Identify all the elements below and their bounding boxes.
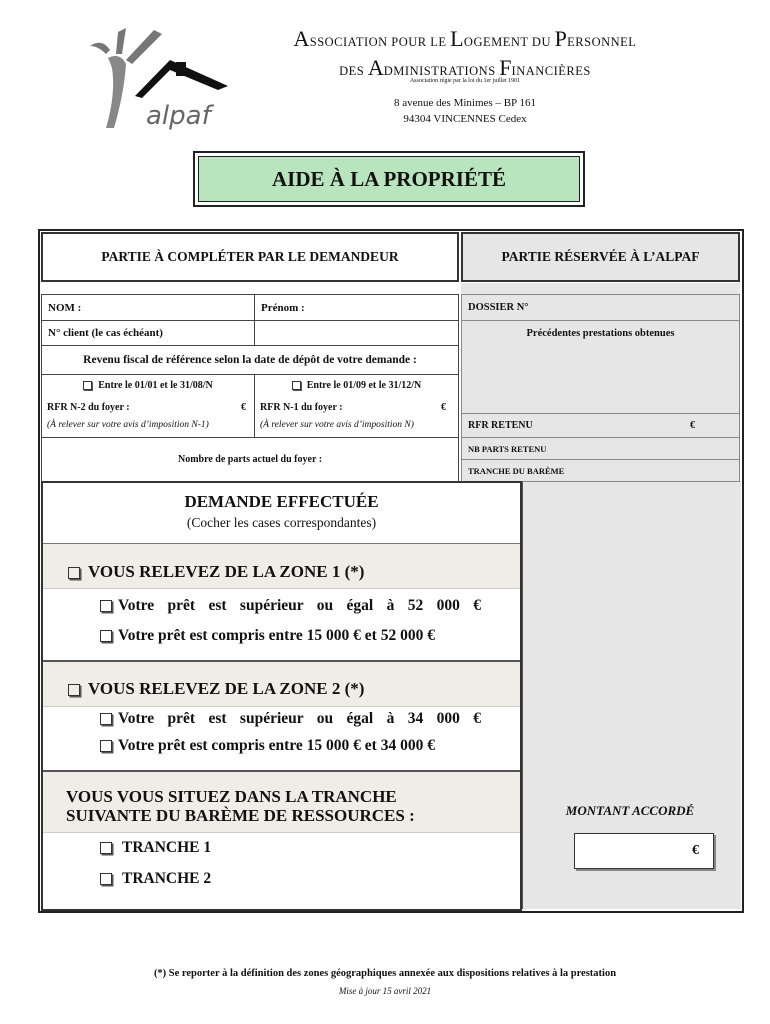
- alpaf-logo: [80, 24, 230, 136]
- logo-text: alpaf: [146, 101, 211, 131]
- tranche2-option[interactable]: TRANCHE 2: [100, 870, 211, 888]
- zone2-option2[interactable]: Votre prêt est compris entre 15 000 € et 34 000 €: [100, 737, 435, 755]
- nb-parts-field: NB PARTS RETENU: [461, 437, 740, 460]
- zone2-option[interactable]: VOUS RELEVEZ DE LA ZONE 2 (*): [68, 679, 364, 699]
- period1-option[interactable]: Entre le 01/01 et le 31/08/N: [42, 380, 254, 391]
- footer-note: (*) Se reporter à la définition des zones géographiques annexée aux dispositions relatives à la prestation: [153, 968, 617, 979]
- rfr-retenu-field: [461, 413, 740, 438]
- demande-subtitle: (Cocher les cases correspondantes): [186, 515, 377, 530]
- title-box: [193, 151, 585, 207]
- montant-label: MONTANT ACCORDÉ: [565, 803, 695, 818]
- address-line2: 94304 VINCENNES Cedex: [403, 113, 527, 125]
- rfr2-euro: €: [441, 402, 446, 413]
- checkbox-icon[interactable]: [100, 842, 112, 854]
- rfr1-euro: €: [241, 402, 246, 413]
- right-section-header: PARTIE RÉSERVÉE À L’ALPAF: [461, 232, 740, 282]
- tranche-title: VOUS VOUS SITUEZ DANS LA TRANCHE SUIVANTE DU BARÈME DE RESSOURCES :: [66, 787, 415, 825]
- period2-cell: [254, 374, 459, 438]
- org-name-line1: ASSOCIATION POUR LE LOGEMENT DU PERSONNEL: [293, 26, 637, 51]
- checkbox-icon[interactable]: [68, 684, 80, 696]
- footer-date: Mise à jour 15 avril 2021: [338, 986, 432, 996]
- nom-field[interactable]: NOM :: [41, 294, 255, 321]
- montant-field[interactable]: €: [574, 833, 714, 869]
- checkbox-icon[interactable]: [100, 600, 112, 612]
- precedentes-field: Précédentes prestations obtenues: [461, 320, 740, 414]
- period2-option[interactable]: Entre le 01/09 et le 31/12/N: [255, 380, 458, 391]
- parts-field[interactable]: Nombre de parts actuel du foyer :: [41, 437, 459, 482]
- prenom-field[interactable]: Prénom :: [254, 294, 459, 321]
- rfr-retenu-euro: €: [690, 420, 695, 431]
- page-title: AIDE À LA PROPRIÉTÉ: [198, 156, 580, 202]
- rfr1-note: (À relever sur votre avis d’imposition N-1): [47, 420, 209, 430]
- client-number-field[interactable]: N° client (le cas échéant): [41, 320, 255, 346]
- rfr-retenu-label: RFR RETENU: [468, 420, 533, 431]
- checkbox-icon[interactable]: [100, 873, 112, 885]
- period1-cell: [41, 374, 255, 438]
- tranche1-option[interactable]: TRANCHE 1: [100, 839, 211, 857]
- rfr2-note: (À relever sur votre avis d’imposition N): [260, 420, 414, 430]
- checkbox-icon[interactable]: [100, 630, 112, 642]
- rfr1-label: RFR N-2 du foyer :: [47, 402, 130, 413]
- revenu-label: Revenu fiscal de référence selon la date de dépôt de votre demande :: [41, 345, 459, 375]
- org-name-line2: DES ADMINISTRATIONS FINANCIÈRES: [339, 55, 591, 80]
- zone1-option1[interactable]: Votre prêt est supérieur ou égal à 52 000 €: [100, 597, 481, 615]
- checkbox-icon[interactable]: [68, 567, 80, 579]
- demande-title: DEMANDE EFFECTUÉE: [184, 492, 379, 511]
- left-section-header: PARTIE À COMPLÉTER PAR LE DEMANDEUR: [41, 232, 459, 282]
- zone2-option1[interactable]: Votre prêt est supérieur ou égal à 34 000 €: [100, 710, 481, 728]
- dossier-field: DOSSIER N°: [461, 294, 740, 321]
- rfr2-label: RFR N-1 du foyer :: [260, 402, 343, 413]
- checkbox-icon[interactable]: [100, 740, 112, 752]
- tranche-bareme-field: TRANCHE DU BARÈME: [461, 459, 740, 482]
- org-law-note: Association régie par la loi du 1er juillet 1901: [409, 78, 521, 84]
- checkbox-icon[interactable]: [100, 713, 112, 725]
- address-line1: 8 avenue des Minimes – BP 161: [394, 97, 536, 109]
- checkbox-icon[interactable]: [83, 381, 92, 390]
- checkbox-icon[interactable]: [292, 381, 301, 390]
- client-number-input[interactable]: [254, 320, 459, 346]
- zone1-option[interactable]: VOUS RELEVEZ DE LA ZONE 1 (*): [68, 562, 364, 582]
- zone1-option2[interactable]: Votre prêt est compris entre 15 000 € et 52 000 €: [100, 627, 435, 645]
- org-address: [250, 95, 680, 127]
